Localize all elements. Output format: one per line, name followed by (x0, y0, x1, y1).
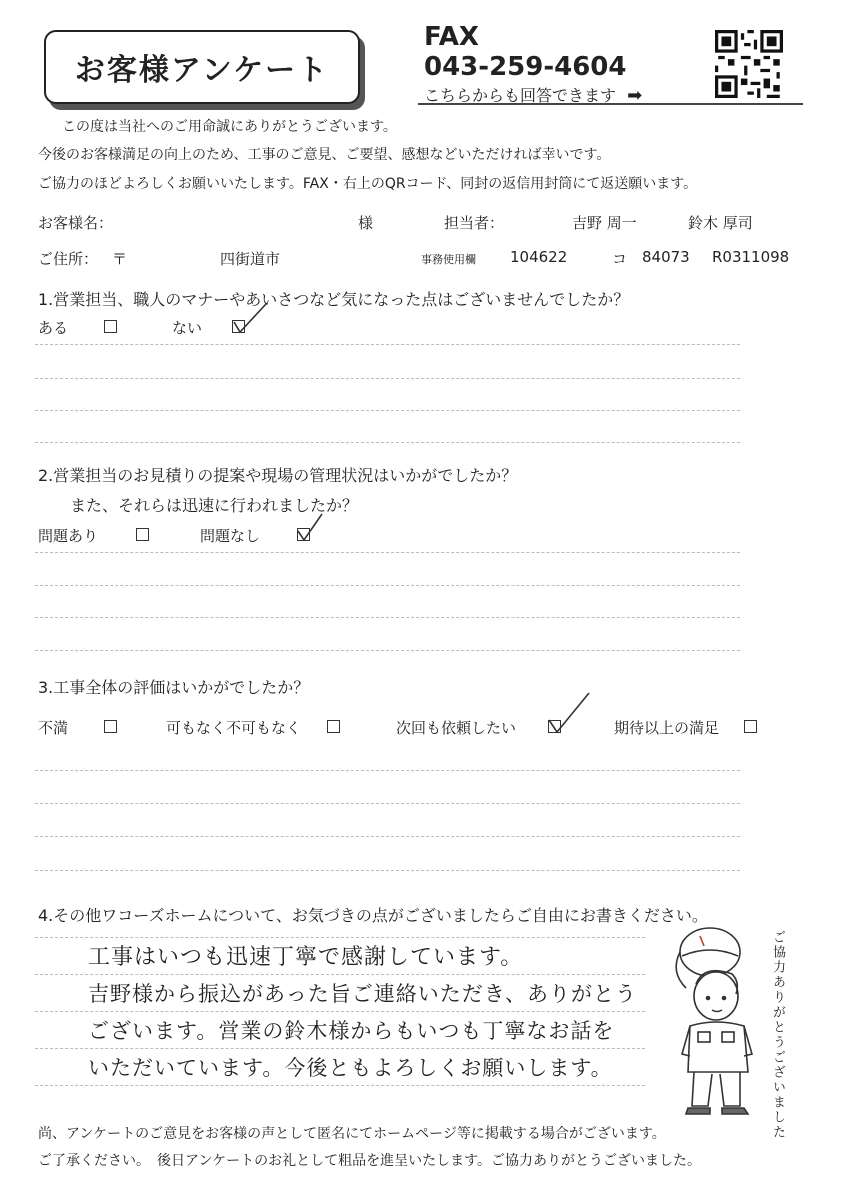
address-label: ご住所： (38, 250, 99, 268)
checkmark-icon (230, 300, 270, 336)
fax-number: 043-259-4604 (424, 52, 627, 82)
q3-rule-3 (35, 836, 740, 837)
vertical-thanks: ご協力ありがとうございました (770, 930, 785, 1140)
answer-line-1: 工事はいつも迅速丁寧で感謝しています。 (88, 945, 524, 970)
q3-rule-2 (35, 803, 740, 804)
answer-rule-4 (35, 1048, 645, 1049)
footer-line-2: ご了承ください。 後日アンケートのお礼として粗品を進呈いたします。ご協力ありがとうございました。 (38, 1153, 702, 1169)
postal-mark: 〒 (112, 250, 128, 268)
q2-rule-3 (35, 617, 740, 618)
q2-rule-2 (35, 585, 740, 586)
q3-option-1-label: 不満 (38, 719, 69, 737)
question-4: 4.その他ワコーズホームについて、お気づきの点がございましたらご自由にお書きください。 (38, 906, 708, 925)
q3-option-1-checkbox[interactable] (104, 720, 117, 733)
q2-rule-4 (35, 650, 740, 651)
q3-option-2-checkbox[interactable] (327, 720, 340, 733)
address-city: 四街道市 (220, 250, 281, 268)
q3-rule-1 (35, 770, 740, 771)
answer-rule-2 (35, 974, 645, 975)
fax-label: FAX (424, 22, 479, 52)
qr-code-icon[interactable] (715, 30, 783, 98)
staff-label: 担当者： (444, 214, 505, 232)
answer-line-3: ございます。営業の鈴木様からもいつも丁寧なお話を (88, 1019, 615, 1043)
office-use-label: 事務使用欄 (421, 253, 476, 266)
customer-name-label: お客様名： (38, 214, 114, 232)
office-code-2: コ (612, 250, 628, 268)
q1-rule-1 (35, 344, 740, 345)
header-underline (418, 103, 803, 105)
checkmark-icon (546, 690, 592, 736)
intro-line-3: ご協力のほどよろしくお願いいたします。FAX・右上のQRコード、同封の返信用封筒にて返送願います。 (38, 176, 698, 192)
q2-option-noproblem-label: 問題なし (200, 527, 261, 545)
q1-rule-2 (35, 378, 740, 379)
sama-label: 様 (358, 214, 374, 232)
answer-rule-5 (35, 1085, 645, 1086)
answer-rule-1 (35, 937, 645, 938)
question-2: 2.営業担当のお見積りの提案や現場の管理状況はいかがでしたか？ (38, 466, 518, 485)
office-code-4: R0311098 (712, 248, 790, 266)
q3-option-4-label: 期待以上の満足 (614, 719, 720, 737)
question-3: 3.工事全体の評価はいかがでしたか？ (38, 678, 310, 697)
office-code-3: 84073 (642, 248, 690, 266)
intro-line-2: 今後のお客様満足の向上のため、工事のご意見、ご要望、感想などいただければ幸いです。 (38, 147, 611, 163)
office-code-1: 104622 (510, 248, 568, 266)
q1-option-no-label: ない (172, 319, 203, 337)
q2-rule-1 (35, 552, 740, 553)
answer-line-2: 吉野様から振込があった旨ご連絡いただき、ありがとう (88, 982, 637, 1006)
q3-option-4-checkbox[interactable] (744, 720, 757, 733)
question-2-sub: また、それらは迅速に行われましたか？ (70, 496, 359, 515)
checkmark-icon (295, 511, 325, 543)
answer-line-4: いただいています。今後ともよろしくお願いします。 (88, 1056, 613, 1080)
q1-option-yes-label: ある (38, 319, 69, 337)
q1-option-yes-checkbox[interactable] (104, 320, 117, 333)
q3-option-2-label: 可もなく不可もなく (166, 719, 302, 737)
staff-1: 吉野 周一 (572, 214, 637, 232)
qr-note-text: こちらからも回答できます (424, 86, 617, 105)
q2-option-problem-checkbox[interactable] (136, 528, 149, 541)
worker-illustration (660, 922, 764, 1118)
intro-line-1: この度は当社へのご用命誠にありがとうございます。 (62, 119, 397, 135)
arrow-right-icon: ➡ (627, 85, 643, 106)
q3-rule-4 (35, 870, 740, 871)
page-title: お客様アンケート (74, 53, 330, 88)
footer-line-1: 尚、アンケートのご意見をお客様の声として匿名にてホームページ等に掲載する場合がございます。 (38, 1126, 666, 1142)
q1-rule-4 (35, 442, 740, 443)
staff-2: 鈴木 厚司 (688, 214, 753, 232)
q2-option-problem-label: 問題あり (38, 527, 99, 545)
q1-rule-3 (35, 410, 740, 411)
question-1: 1.営業担当、職人のマナーやあいさつなど気になった点はございませんでしたか？ (38, 290, 630, 309)
q3-option-3-label: 次回も依頼したい (396, 719, 517, 737)
answer-rule-3 (35, 1011, 645, 1012)
